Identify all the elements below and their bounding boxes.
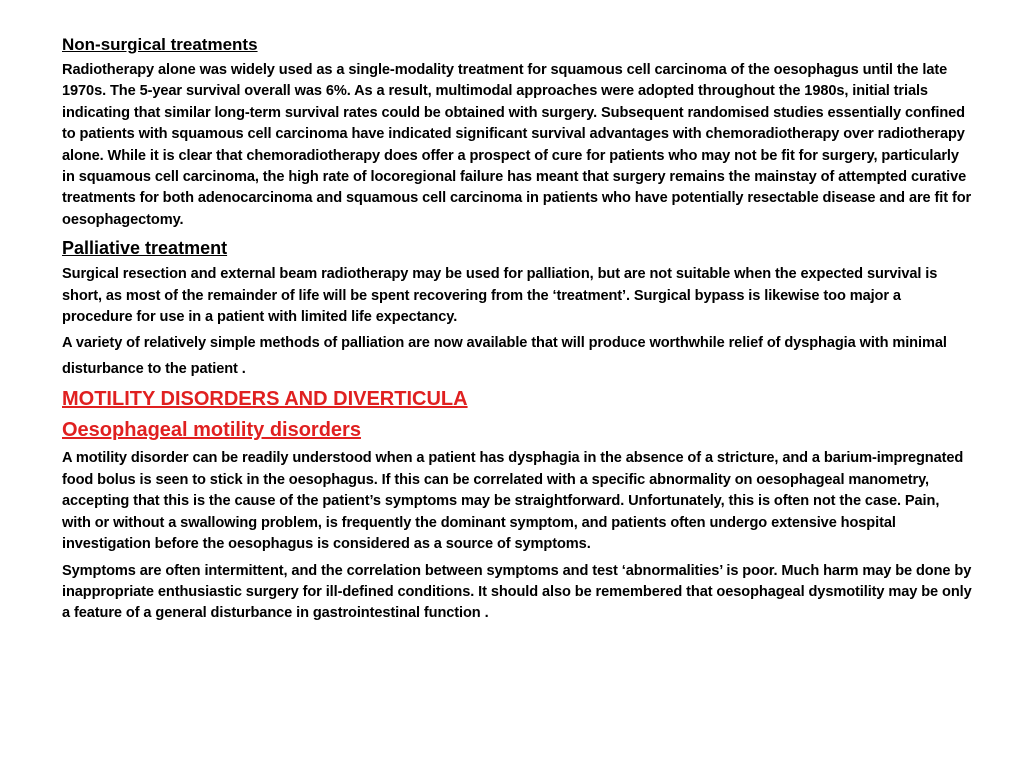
heading-oesophageal-motility-disorders: Oesophageal motility disorders [62, 419, 361, 442]
heading-palliative-treatment: Palliative treatment [62, 238, 228, 259]
paragraph-motility-2: Symptoms are often intermittent, and the correlation between symptoms and test ‘abnormalities’ is poor. Much harm may be done by inappropriate enthusiastic surgery for ill-defined conditions. It should also be remembered that oesophageal dysmotility may be only a feature of a general disturbance in gastrointestinal function . [62, 562, 972, 622]
paragraph-motility-1: A motility disorder can be readily understood when a patient has dysphagia in the absence of a stricture, and a barium-impregnated food bolus is seen to stick in the oesophagus. If this can be correlated with a specific abnormality on oesophageal manometry, accepting that this is the cause of the patient’s symptoms may be straightforward. Unfortunately, this is often not the case. Pain, with or without a swallowing problem, is frequently the dominant symptom, and patients often undergo extensive hospital investigation before the oesophagus is considered as a source of symptoms. [62, 450, 964, 553]
heading-non-surgical-treatments: Non-surgical treatments [62, 35, 258, 54]
paragraph-non-surgical-treatments: Radiotherapy alone was widely used as a single-modality treatment for squamous cell carcinoma of the oesophagus until the late 1970s. The 5-year survival overall was 6%. As a result, multimodal approaches were adopted throughout the 1980s, initial trials indicating that similar long-term survival rates could be obtained with surgery. Subsequent randomised studies essentially confined to patients with squamous cell carcinoma have indicated significant survival advantages with chemoradiotherapy over radiotherapy alone. While it is clear that chemoradiotherapy does offer a prospect of cure for patients who may not be fit for surgery, particularly in squamous cell carcinoma, the high rate of locoregional failure has meant that surgery remains the mainstay of attempted curative treatments for both adenocarcinoma and squamous cell carcinoma in patients who have potentially resectable disease and are fit for oesophagectomy. [62, 62, 972, 228]
paragraph-palliative-2: A variety of relatively simple methods of palliation are now available that will produce worthwhile relief of dysphagia with minimal disturbance to the patient . [62, 335, 947, 378]
heading-motility-disorders-and-diverticula: MOTILITY DISORDERS AND DIVERTICULA [62, 388, 468, 411]
paragraph-palliative-1: Surgical resection and external beam radiotherapy may be used for palliation, but are not suitable when the expected survival is short, as most of the remainder of life will be spent recovering from the ‘treatment’. Surgical bypass is likewise too major a procedure for use in a patient with limited life expectancy. [62, 266, 938, 326]
slide-content [62, 34, 972, 625]
